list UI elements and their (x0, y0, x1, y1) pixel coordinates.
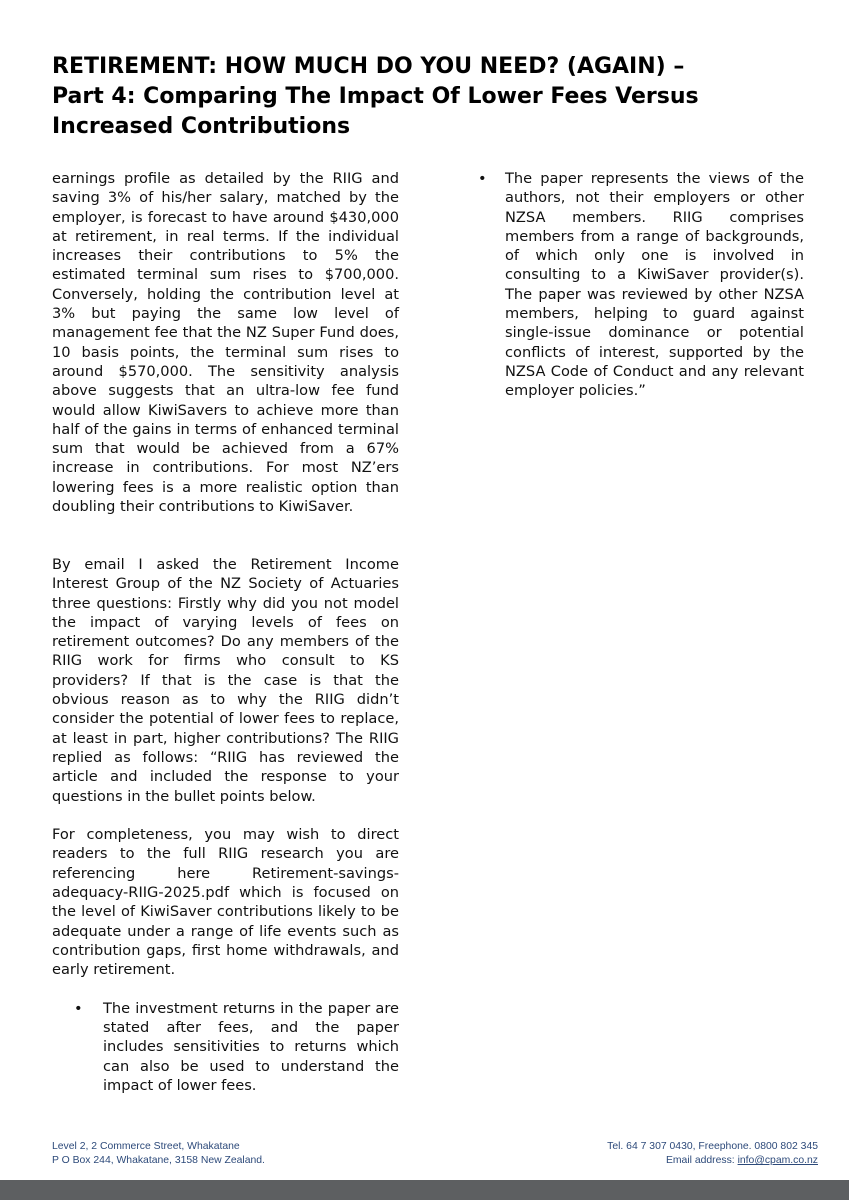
right-column (476, 169, 804, 401)
list-item (52, 999, 399, 1095)
left-column (52, 169, 399, 1095)
paragraph-spacer (52, 516, 399, 535)
document-title (52, 52, 812, 142)
list-item-text: The investment returns in the paper are stated after fees, and the paper includes sensitivities to returns which can also be used to understand the impact of lower fees. (103, 999, 399, 1094)
bullet-icon: • (74, 999, 83, 1017)
paragraph-spacer (52, 536, 399, 555)
bullet-list (476, 169, 804, 401)
footer-address (52, 1140, 265, 1168)
footer-contact (607, 1140, 818, 1168)
footer-address-line-1: Level 2, 2 Commerce Street, Whakatane (52, 1141, 240, 1152)
title-line-2: Part 4: Comparing The Impact Of Lower Fees Versus (52, 84, 699, 109)
footer-address-line-2: P O Box 244, Whakatane, 3158 New Zealand. (52, 1155, 265, 1166)
paragraph-fees-analysis: earnings profile as detailed by the RIIG and saving 3% of his/her salary, matched by the employer, is forecast to have around $430,000 at retirement, in real terms. If the individual increases their contributions to 5% the estimated terminal sum rises to $700,000. Conversely, holding the contribution level at 3% but paying the same low level of management fee that the NZ Super Fund does, 10 basis points, the terminal sum rises to around $570,000. The sensitivity analysis above suggests that an ultra-low fee fund would allow KiwiSavers to achieve more than half of the gains in terms of enhanced terminal sum that would be achieved from a 67% increase in contributions. For most NZ’ers lowering fees is a more realistic option than doubling their contributions to KiwiSaver. (52, 170, 399, 516)
footer-bar (0, 1180, 849, 1200)
footer-email-label: Email address: (665, 1155, 738, 1166)
list-item (476, 169, 804, 401)
paragraph-email-questions: By email I asked the Retirement Income Interest Group of the NZ Society of Actuaries three questions: Firstly why did you not model the impact of varying levels of fees on retirement outcomes? Do any members of the RIIG work for firms who consult to KS providers? If that is the case is that the obvious reason as to why the RIIG didn’t consider the potential of lower fees to replace, at least in part, higher contributions? The RIIG replied as follows: “RIIG has reviewed the article and included the response to your questions in the bullet points below. (52, 555, 399, 805)
paragraph-spacer (52, 979, 399, 998)
paragraph-completeness: For completeness, you may wish to direct readers to the full RIIG research you are referencing here Retirement-savings-adequacy-RIIG-2025.pdf which is focused on the level of KiwiSaver contributions likely to be adequate under a range of life events such as contribution gaps, first home withdrawals, and early retirement. (52, 826, 399, 979)
bullet-list (52, 999, 399, 1095)
paragraph-spacer (52, 806, 399, 825)
list-item-text: The paper represents the views of the authors, not their employers or other NZSA members. RIIG comprises members from a range of backgrounds, of which only one is involved in consulting to a KiwiSaver provider(s). The paper was reviewed by other NZSA members, helping to guard against single-issue dominance or potential conflicts of interest, supported by the NZSA Code of Conduct and any relevant employer policies.” (505, 170, 804, 400)
email-link[interactable]: info@cpam.co.nz (737, 1155, 818, 1166)
footer-phone: Tel. 64 7 307 0430, Freephone. 0800 802 345 (607, 1141, 818, 1152)
title-line-1: RETIREMENT: HOW MUCH DO YOU NEED? (AGAIN) – (52, 54, 685, 79)
title-line-3: Increased Contributions (52, 114, 351, 139)
footer-email-line (607, 1154, 818, 1168)
bullet-icon: • (478, 170, 487, 187)
